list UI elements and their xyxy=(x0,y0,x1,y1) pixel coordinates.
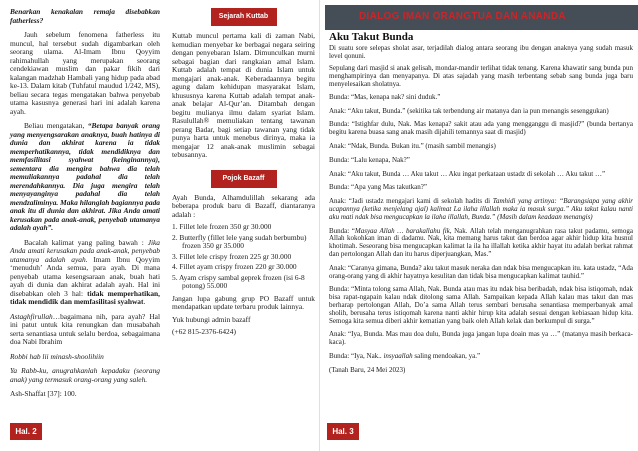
article-paragraph-reflection: Bacalah kalimat yang paling bawah : Jika Anda amati kerusakan pada anak-anak, penyebab utamanya adalah ayah. Imam Ibnu Qoyyim ‘menuduh’ Anda semua, para ayah. Di mana penyebab utama kesengsaraan anak, buah hati ayah di dunia dan akhirat adalah ayah. Hal ini disebabkan oleh 3 hal: tidak memperhatikan, tidak mendidik dan memfasilitasi syahwat. xyxy=(10,237,160,306)
page-number: Hal. 3 xyxy=(327,423,359,440)
quote-intro: Beliau mengatakan, xyxy=(24,121,88,130)
article-question: Benarkan kenakalan remaja disebabkan fatherless? xyxy=(10,7,160,25)
reflection-quote: Jika Anda amati kerusakan pada anak-anak, penyebab utamanya adalah ayah. xyxy=(10,237,160,264)
product-list xyxy=(172,223,315,291)
product-item: 2. Butterfly (fillet lele yang sudah berbumbu) frozen 350 gr 35.000 xyxy=(172,232,307,250)
dialog-segment-italic: insyaallah xyxy=(383,351,413,360)
article-paragraph-istighfar xyxy=(10,313,160,347)
dialog-segment-italic: Masyaa Allah … barakallahu fik xyxy=(354,226,450,235)
article-column xyxy=(10,8,160,405)
dialog-line xyxy=(329,353,633,361)
dialog-line: Bunda: “Istighfar dulu, Nak. Mas kenapa? sakit atau ada yang mengganggu di masjid?” (bunda bertanya begitu karena buasa sang anak masih dijahili temannya saat di masjid) xyxy=(329,120,633,137)
pojok-bazaff-tag: Pojok Bazaff xyxy=(211,170,277,188)
sidebar-column xyxy=(172,8,315,337)
dialog-segment: Bunda: “Iya, Nak.. xyxy=(329,351,384,360)
product-item: 5. Ayam crispy sambal geprek frozen (isi 6-8 potong) 55.000 xyxy=(172,272,305,290)
dialog-line xyxy=(329,228,633,259)
right-page xyxy=(319,0,638,451)
reflection-intro: Bacalah kalimat yang paling bawah : xyxy=(24,237,148,247)
dialog-banner xyxy=(325,5,638,30)
dialog-column xyxy=(329,31,633,380)
story-title: Aku Takut Bunda xyxy=(329,31,414,43)
doa-arabic-transliteration: Robbi hab lii minash-shoolihiin xyxy=(10,351,104,361)
kuttab-story: Kuttab muncul pertama kali di zaman Nabi, kemudian menyebar ke berbagai negara seiring dengan penyebaran Islam. Dimunculkan murni sebagai bagian dari rangkaian amal Islam. Kuttab adalah tempat di dunia Islam untuk mengajari anak-anak. Keberadaannya begitu agung dalam kehidupan masyarakat Islam, khususnya karena Kuttab adalah tempat anak-anak belajar Al-Qur’an. Ditambah dengan begitu mulianya ilmu dalam syariat Islam. Rasulullah® memuliakan tentang tawanan perang Badar, bagi setiap tawanan yang tidak punya harta untuk menebus dirinya, maka ia mengajar 12 anak-anak muslimin sebagai tebusannya. xyxy=(172,31,315,159)
istighfar-text: …bagaimana nih, para ayah? Hal ini patut untuk kita renungkan dan musabahah serta senantiasa untuk selalu berdoa, sebagaimana doa Nabi Ibrahim xyxy=(10,311,160,346)
story-paragraph: Sepulang dari masjid si anak gelisah, mondar-mandir terlihat tidak tenang. Karena khawatir sang bunda pun menghampirinya dan menyapanya. Di atas sajadah yang masih terbentang sebab sang bunda juga baru menyelesaikan sholatnya. xyxy=(329,64,633,88)
article-paragraph-quote xyxy=(10,122,160,233)
doa-translation: Ya Rabb-ku, anugrahkanlah kepadaku (seorang anak) yang termasuk orang-orang yang saleh. xyxy=(10,366,160,384)
dialog-line: Anak: “Aku takut, Bunda.” (sekitika tak terbendung air matanya dan ia pun menangis sesenggukan) xyxy=(329,106,609,115)
page-number: Hal. 2 xyxy=(10,423,42,440)
doa-reference: Ash-Shaffat [37]: 100. xyxy=(10,389,77,398)
dialog-line xyxy=(329,198,633,221)
dialog-segment-italic: Tamhidi xyxy=(492,197,516,206)
dialog-segment: , Nak. Allah telah menganugrahkan rasa takut padamu, semoga Allah kokohkan iman di dadamu. Nak, kita memang harus takut dan berdoa agar akhir hidup kita husnul khotimah. Seseorang bisa mengucapkan kalimat la ila ha illallah ketika akhir hayat itu adalah berkat rahmat dan pertolongan Allah dan itu harus diperjuangkan, Mas.” xyxy=(329,226,633,258)
banner-title: DIALOG IMAN ORANGTUA DAN ANANDA xyxy=(359,11,566,22)
dialog-line: Anak: “Ndak, Bunda. Bukan itu.” (masih sambil menangis) xyxy=(329,141,496,150)
story-intro: Di suatu sore selepas sholat asar, terjadilah dialog antara seorang ibu dengan anaknya yang sudah masuk level qonuni. xyxy=(329,43,633,60)
dialog-line: Bunda: “Mas, kenapa nak? sini duduk.” xyxy=(329,92,441,101)
ibnu-qoyyim-quote: “Betapa banyak orang yang menyengsarakan anaknya, buah hatinya di dunia dan akhirat karena ia tidak memperhatikannya, tidak mendidiknya dan memfasilitasi syahwat (keinginannya), sementara dia mengira bahwa dia telah memuliakannya padahal dia telah merendahkannya. Dia juga mengira telah menyayanginya padahal dia telah mendzaliminya. Maka hilanglah bagiannya pada anak itu di dunia dan akhirat. Jika Anda amati kerusakan pada anak-anak, penyebab utamanya adalah ayah”. xyxy=(10,121,160,232)
dialog-segment: yang artinya: “Barangsiapa yang akhir ucapannya (ketika menjelang ajal) kalimat La ilaha illallah maka ia masuk surga.” Aku takut kalau nanti aku mati ndak bisa mengucapkan la ilaha illallah, Bunda.” (Masih dalam keadaan menangis) xyxy=(329,197,633,221)
dialog-line: Bunda: “Minta tolong sama Allah, Nak. Bunda atau mas itu ndak bisa beribadah, ndak bisa istiqomah, ndak bisa rapat-ngapain kalau ndak ditolong sama Allah. Sampaikan kepada Allah kalau mas takut dan mas berharap pertolongan Allah, Do’a sama Allah terus sembari berusaha senantiasa memperbanyak amal sholih, berusaha terus istiqomah karena nanti akhir hirup kita adalah sesuai dengan kebiasaan hidup kita. Semoga kita semua diberi akhir kematian yang baik oleh Allah kelak dan berkumpul di surga.” xyxy=(329,285,633,325)
product-item: 3. Fillet lele crispy frozen 225 gr 30.000 xyxy=(172,251,292,261)
sejarah-kuttab-tag: Sejarah Kuttab xyxy=(211,8,277,26)
bazaff-phone: (+62 815-2376-6424) xyxy=(172,327,236,336)
reflection-text: Imam Ibnu Qoyyim ‘menuduh’ Anda semua, para ayah. Di mana penyebab utama kesengsaraan anak, buah hati ayah di dunia dan akhirat adalah ayah. Hal ini disebabkan oleh 3 hal: xyxy=(10,254,160,298)
istighfar: Astaghfirullah xyxy=(10,311,53,321)
dialog-line: Anak: “Caranya gimana, Bunda? aku takut masuk neraka dan ndak bisa mengucapkan itu. kata ustadz, “Ada orang-orang yang di akhir hayatnya kesulitan dan tidak bisa mengucapkan kalimat tauhid.” xyxy=(329,263,633,280)
bazaff-order-note: Jangan lupa gabung grup PO Bazaff untuk mendapatkan update terbaru produk lainnya. xyxy=(172,293,315,311)
three-causes: tidak memperhatikan, tidak mendidik dan memfasilitasi syahwat xyxy=(10,288,160,306)
dialog-segment: Bunda: “ xyxy=(329,226,355,235)
product-item: 4. Fillet ayam crispy frozen 220 gr 30.000 xyxy=(172,262,297,271)
dialog-segment: saling mendoakan, ya.” xyxy=(412,351,481,360)
dialog-line: Bunda: “Lalu kenapa, Nak?” xyxy=(329,155,410,164)
dialog-line: Anak: “Aku takut, Bunda … Aku takut … Aku ingat perkataan ustadz di sekolah … Aku takut …” xyxy=(329,169,606,178)
dialog-segment: Anak: “Jadi ustadz mengajari kami di sekolah hadits di xyxy=(329,197,493,206)
bazaff-intro: Ayah Bunda, Alhamdulillah sekarang ada beberapa produk baru di Bazaff, diantaranya adalah : xyxy=(172,192,315,219)
bazaff-contact-label: Yuk hubungi admin bazaff xyxy=(172,314,251,324)
product-item: 1. Fillet lele frozen 350 gr 30.000 xyxy=(172,222,272,231)
dialog-line: Anak: “Iya, Bunda. Mas mau doa dulu, Bunda juga jangan lupa doain mas ya …” (matanya masih berkaca-kaca). xyxy=(329,330,633,347)
article-paragraph: Jauh sebelum fenomena fatherless itu muncul, hal tersebut sudah digambarkan oleh seorang ulama. Al-Imam Ibnu Qoyyim rahimahullah yang merupakan seorang cendekiawan muslim dan pakar fikih dari kalangan madzhab Hambali yang hidup pada abad ke-13. Dalam kitab (Tuhfatul maudud 1/242, MS), beliau secara tegas mengatakan bahwa penyebab utama kasusnya generasi hari ini adalah karena ayah. xyxy=(10,30,160,116)
story-date: (Tanah Baru, 24 Mei 2023) xyxy=(329,365,406,374)
dialog-line: Bunda: “Apa yang Mas takutkan?” xyxy=(329,183,427,192)
